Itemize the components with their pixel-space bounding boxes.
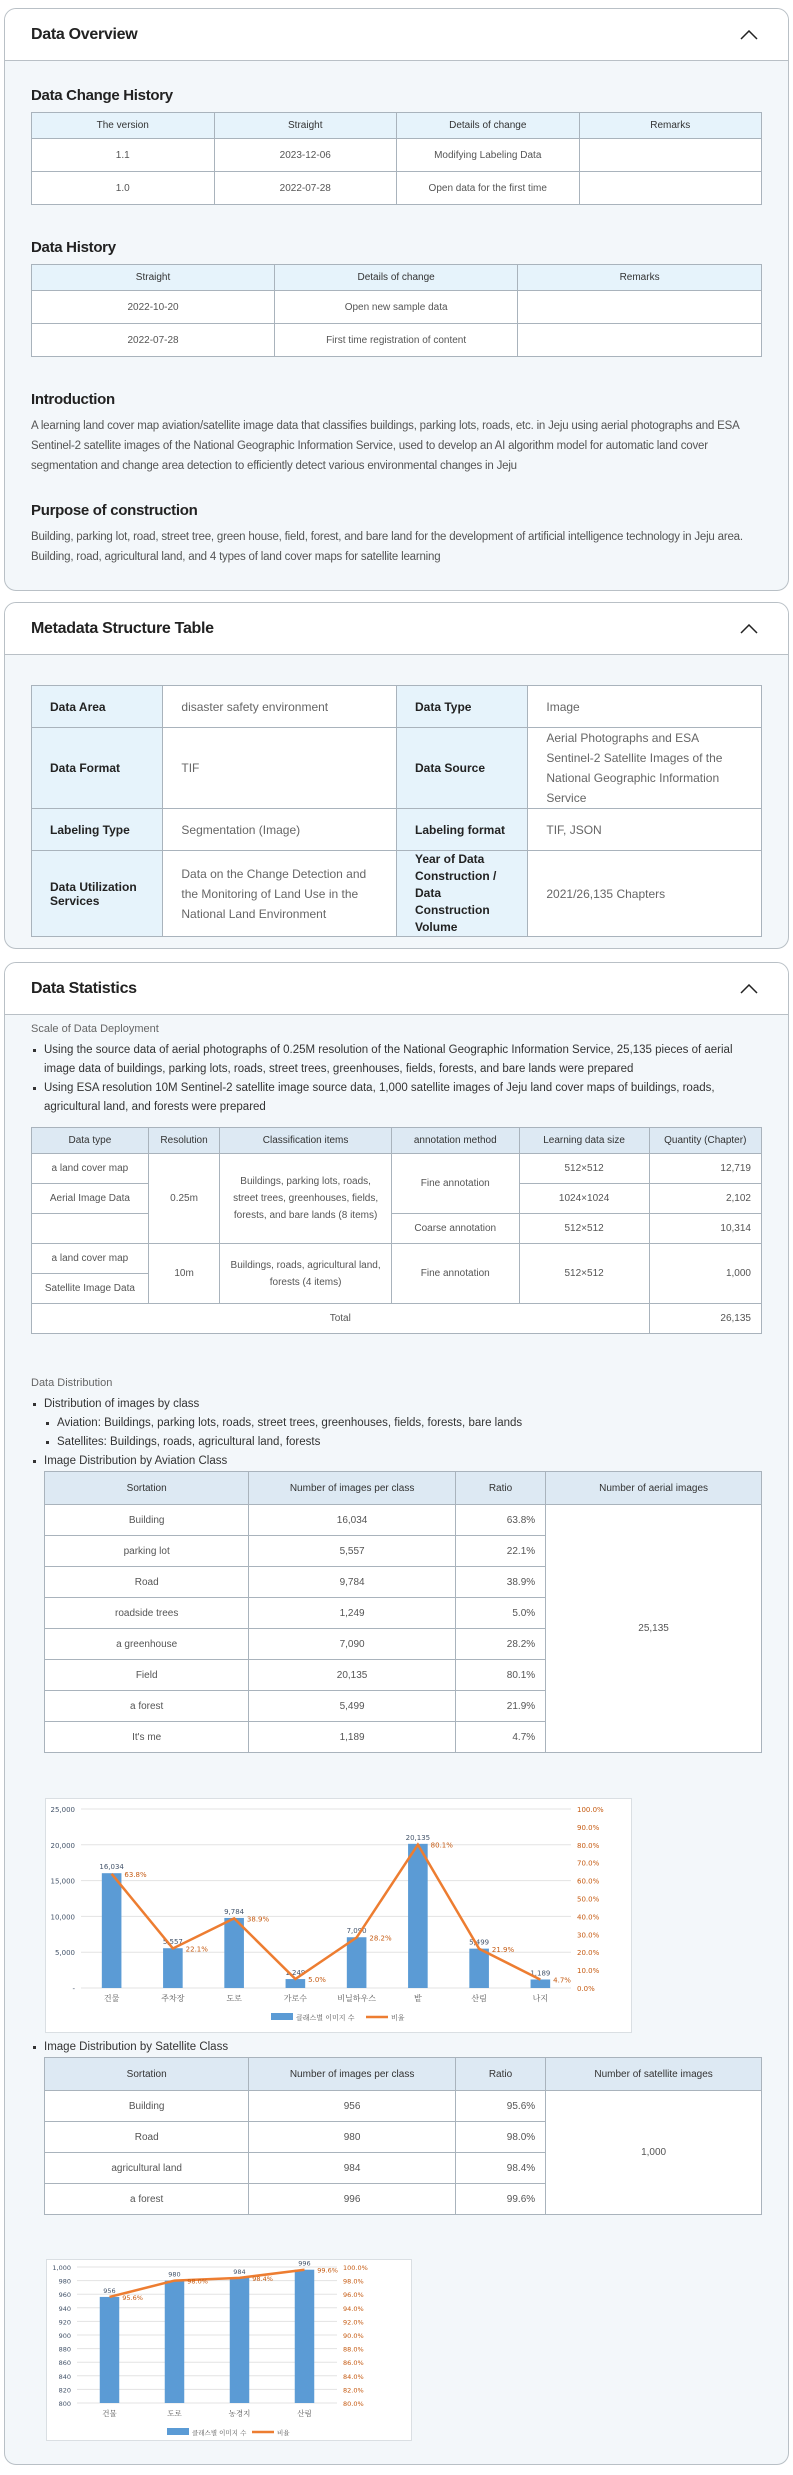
cell: roadside trees: [45, 1598, 249, 1629]
bar-value-label: 980: [168, 2270, 181, 2279]
line-value-label: 98.0%: [187, 2277, 208, 2286]
bar-value-label: 7,090: [346, 1927, 367, 1936]
cell: 28.2%: [455, 1629, 545, 1660]
satellite-chart: [46, 2259, 412, 2441]
table-row: [32, 1304, 762, 1334]
cell: 984: [249, 2153, 455, 2184]
cell: a forest: [45, 1691, 249, 1722]
list-item: Distribution of images by class: [31, 1395, 762, 1414]
col-header: Number of aerial images: [546, 1472, 762, 1505]
y-tick-label: 5,000: [54, 1949, 75, 1958]
cell: Road: [45, 2122, 249, 2153]
y2-tick-label: 88.0%: [343, 2345, 364, 2354]
line-value-label: 4.7%: [553, 1976, 571, 1985]
scale-bullets: [31, 1041, 762, 1117]
x-tick-label: 가로수: [283, 1994, 307, 2003]
y2-tick-label: 60.0%: [577, 1877, 600, 1886]
y-tick-label: 960: [58, 2291, 71, 2300]
cell: 21.9%: [455, 1691, 545, 1722]
y2-tick-label: 50.0%: [577, 1895, 600, 1904]
meta-key: Data Type: [396, 686, 527, 728]
list-item: Using the source data of aerial photographs of 0.25M resolution of the National Geographic Information Service, 25,135 pieces of aerial image data of buildings, parking lots, roads, street trees, greenhouses, fields, forests, and bare lands were prepared: [31, 1041, 762, 1079]
section-title: Data Statistics: [31, 979, 137, 997]
list-item: Image Distribution by Satellite Class: [31, 2038, 762, 2057]
bar: [163, 1948, 183, 1988]
bar: [230, 2278, 250, 2403]
y-tick-label: 840: [58, 2372, 71, 2381]
y2-tick-label: 90.0%: [577, 1823, 600, 1832]
cell: 2022-10-20: [32, 291, 275, 324]
x-tick-label: 건물: [103, 1994, 120, 2003]
bar: [347, 1937, 367, 1988]
cell: 5,557: [249, 1536, 455, 1567]
meta-key: Data Utilization Services: [32, 851, 163, 937]
legend-label-line: 비율: [277, 2429, 290, 2437]
line-value-label: 99.6%: [317, 2266, 338, 2275]
bar: [408, 1844, 428, 1988]
col-header: Remarks: [518, 265, 762, 291]
col-header: Quantity (Chapter): [649, 1128, 761, 1154]
line-value-label: 28.2%: [369, 1934, 392, 1943]
table-row: [32, 686, 762, 728]
cell: 98.0%: [455, 2122, 545, 2153]
table-row: [32, 172, 762, 205]
x-tick-label: 산림: [471, 1994, 487, 2003]
y2-tick-label: 92.0%: [343, 2318, 364, 2327]
legend-label-line: 비율: [391, 2014, 405, 2022]
cell: Fine annotation: [391, 1244, 519, 1304]
bar-value-label: 1,189: [530, 1969, 551, 1978]
meta-value: 2021/26,135 Chapters: [528, 851, 762, 937]
y-tick-label: 920: [58, 2318, 71, 2327]
col-header: Sortation: [45, 1472, 249, 1505]
cell: 1.1: [32, 139, 215, 172]
line-value-label: 95.6%: [122, 2293, 143, 2302]
table-row: [32, 324, 762, 357]
cell: 5.0%: [455, 1598, 545, 1629]
col-header: Ratio: [455, 1472, 545, 1505]
y2-tick-label: 84.0%: [343, 2372, 364, 2381]
bar-value-label: 996: [298, 2260, 311, 2268]
y-tick-label: 25,000: [50, 1806, 75, 1814]
cell: Fine annotation: [391, 1154, 519, 1214]
cell: 1,000: [649, 1244, 761, 1304]
col-header: Number of images per class: [249, 1472, 455, 1505]
table-row: [32, 139, 762, 172]
meta-value: Image: [528, 686, 762, 728]
distribution-bullets: [31, 1395, 762, 1414]
cell: 9,784: [249, 1567, 455, 1598]
data-overview-header[interactable]: [5, 9, 788, 61]
y2-tick-label: 30.0%: [577, 1931, 600, 1940]
introduction-text: A learning land cover map aviation/satellite image data that classifies buildings, parking lots, roads, etc. in Jeju using aerial photographs and ESA Sentinel-2 satellite images of the National Geographic Information Service, used to develop an AI algorithm model for automatic land cover segmentation and change area detection to efficiently detect various environmental changes in Jeju: [31, 420, 739, 472]
legend-swatch-bars: [167, 2428, 189, 2435]
meta-key: Data Source: [396, 728, 527, 809]
bar: [295, 2270, 315, 2403]
bar: [165, 2281, 185, 2403]
y2-tick-label: 96.0%: [343, 2291, 364, 2300]
aviation-chart: [45, 1798, 632, 2033]
cell: a forest: [45, 2184, 249, 2215]
cell: [32, 1214, 149, 1244]
scale-table: [31, 1127, 762, 1334]
bar-value-label: 16,034: [99, 1863, 124, 1872]
table-row: [32, 851, 762, 937]
cell: Building: [45, 1505, 249, 1536]
cell: Road: [45, 1567, 249, 1598]
change-history-table: [31, 112, 762, 205]
total-cell: 25,135: [546, 1505, 762, 1753]
x-tick-label: 도로: [167, 2409, 182, 2418]
cell: 1,249: [249, 1598, 455, 1629]
table-row: [45, 2091, 762, 2122]
list-item: Image Distribution by Aviation Class: [31, 1452, 762, 1471]
col-header: Details of change: [397, 113, 580, 139]
list-item: Satellites: Buildings, roads, agricultural land, forests: [44, 1433, 762, 1452]
aviation-bullet: [31, 1452, 762, 1471]
meta-value: Segmentation (Image): [163, 809, 397, 851]
y-tick-label: 820: [58, 2386, 71, 2395]
cell: a greenhouse: [45, 1629, 249, 1660]
cell: 512×512: [519, 1154, 649, 1184]
bar-value-label: 20,135: [405, 1833, 431, 1842]
meta-key: Labeling format: [396, 809, 527, 851]
cell: [579, 172, 762, 205]
col-header: annotation method: [391, 1128, 519, 1154]
scale-label: Scale of Data Deployment: [31, 1023, 159, 1035]
y-tick-label: 940: [58, 2304, 71, 2313]
legend-label-bars: 클래스별 이미지 수: [296, 2014, 355, 2022]
cell: 512×512: [519, 1214, 649, 1244]
cell: 1.0: [32, 172, 215, 205]
cell: 1,189: [249, 1722, 455, 1753]
cell: 80.1%: [455, 1660, 545, 1691]
data-overview-section: [4, 8, 789, 591]
bar: [100, 2297, 120, 2403]
cell: 5,499: [249, 1691, 455, 1722]
y2-tick-label: 82.0%: [343, 2386, 364, 2395]
x-tick-label: 밭: [414, 1994, 422, 2003]
y-tick-label: 1,000: [52, 2264, 71, 2272]
table-row: [32, 809, 762, 851]
col-header: Details of change: [275, 265, 518, 291]
table-row: [32, 291, 762, 324]
cell: 22.1%: [455, 1536, 545, 1567]
data-history-title: Data History: [31, 239, 116, 256]
change-history-title: Data Change History: [31, 87, 173, 104]
statistics-header[interactable]: [5, 963, 788, 1015]
meta-key: Labeling Type: [32, 809, 163, 851]
cell: First time registration of content: [275, 324, 518, 357]
cell: a land cover map: [32, 1244, 149, 1274]
section-title: Data Overview: [31, 25, 138, 43]
y2-tick-label: 86.0%: [343, 2359, 364, 2368]
list-item: Aviation: Buildings, parking lots, roads, street trees, greenhouses, fields, forests, bare lands: [44, 1414, 762, 1433]
total-value: 26,135: [649, 1304, 761, 1334]
cell: 7,090: [249, 1629, 455, 1660]
total-cell: 1,000: [546, 2091, 762, 2215]
y2-tick-label: 40.0%: [577, 1913, 600, 1922]
cell: Modifying Labeling Data: [397, 139, 580, 172]
col-header: Straight: [32, 265, 275, 291]
cell: 99.6%: [455, 2184, 545, 2215]
bar-value-label: 5,557: [162, 1938, 183, 1947]
cell: Satellite Image Data: [32, 1274, 149, 1304]
cell: 10m: [148, 1244, 220, 1304]
col-header: Straight: [214, 113, 397, 139]
data-history-table: [31, 264, 762, 357]
cell: Aerial Image Data: [32, 1184, 149, 1214]
legend-swatch-bars: [271, 2013, 293, 2020]
cell: 16,034: [249, 1505, 455, 1536]
bar: [469, 1949, 489, 1988]
bar-value-label: 9,784: [224, 1907, 245, 1916]
meta-value: disaster safety environment: [163, 686, 397, 728]
meta-key: Data Area: [32, 686, 163, 728]
cell: 20,135: [249, 1660, 455, 1691]
y2-tick-label: 98.0%: [343, 2277, 364, 2286]
cell: 2022-07-28: [32, 324, 275, 357]
y2-tick-label: 90.0%: [343, 2332, 364, 2340]
cell: 0.25m: [148, 1154, 220, 1244]
col-header: Ratio: [455, 2058, 545, 2091]
cell: 12,719: [649, 1154, 761, 1184]
meta-value: Aerial Photographs and ESA Sentinel-2 Satellite Images of the National Geographic Information Service: [528, 728, 762, 809]
distribution-label: Data Distribution: [31, 1377, 113, 1389]
y-tick-label: 20,000: [50, 1841, 75, 1850]
meta-value: TIF, JSON: [528, 809, 762, 851]
total-label: Total: [32, 1304, 650, 1334]
col-header: Number of satellite images: [546, 2058, 762, 2091]
x-tick-label: 산림: [297, 2409, 312, 2418]
cell: 10,314: [649, 1214, 761, 1244]
line-value-label: 38.9%: [246, 1915, 270, 1924]
bar-value-label: 956: [103, 2286, 116, 2295]
chevron-up-icon[interactable]: [736, 619, 762, 639]
cell: 2023-12-06: [214, 139, 397, 172]
col-header: Remarks: [579, 113, 762, 139]
table-row: [45, 1505, 762, 1536]
cell: parking lot: [45, 1536, 249, 1567]
meta-value: TIF: [163, 728, 397, 809]
x-tick-label: 농경지: [228, 2409, 251, 2418]
cell: Buildings, roads, agricultural land, forests (4 items): [220, 1244, 392, 1304]
cell: It's me: [45, 1722, 249, 1753]
purpose-text: Building, parking lot, road, street tree, green house, field, forest, and bare land for the development of artificial intelligence technology in Jeju area. Building, road, agricultural land, and 4 types of land cover maps for satellite learning: [31, 531, 743, 563]
cell: 980: [249, 2122, 455, 2153]
y2-tick-label: 100.0%: [577, 1806, 604, 1814]
metadata-section: [4, 602, 789, 949]
cell: 63.8%: [455, 1505, 545, 1536]
satellite-bullet: [31, 2038, 762, 2057]
bar-value-label: 1,249: [285, 1969, 306, 1978]
y2-tick-label: 100.0%: [343, 2264, 368, 2272]
bar: [531, 1979, 551, 1988]
col-header: The version: [32, 113, 215, 139]
cell: Open new sample data: [275, 291, 518, 324]
y-tick-label: 860: [58, 2359, 71, 2368]
x-tick-label: 비닐하우스: [337, 1994, 376, 2003]
cell: 512×512: [519, 1244, 649, 1304]
x-tick-label: 도로: [226, 1994, 242, 2003]
y2-tick-label: 80.0%: [343, 2400, 364, 2408]
line-value-label: 63.8%: [124, 1870, 147, 1879]
satellite-table: [44, 2057, 762, 2215]
cell: 2,102: [649, 1184, 761, 1214]
y2-tick-label: 80.0%: [577, 1841, 600, 1850]
legend-label-bars: 클래스별 이미지 수: [192, 2429, 247, 2437]
purpose-title: Purpose of construction: [31, 502, 198, 519]
meta-key: Data Format: [32, 728, 163, 809]
cell: 95.6%: [455, 2091, 545, 2122]
y2-tick-label: 94.0%: [343, 2304, 364, 2313]
x-tick-label: 건물: [102, 2409, 117, 2418]
table-row: [32, 1244, 762, 1274]
line-value-label: 22.1%: [185, 1945, 208, 1954]
y-tick-label: 800: [58, 2400, 71, 2408]
metadata-table: [31, 685, 762, 937]
cell: [518, 324, 762, 357]
bar: [102, 1873, 122, 1988]
cell: 996: [249, 2184, 455, 2215]
table-row: [32, 1214, 762, 1244]
cell: Field: [45, 1660, 249, 1691]
y-tick-label: 10,000: [50, 1913, 75, 1922]
bar-value-label: 5,499: [469, 1938, 490, 1947]
col-header: Learning data size: [519, 1128, 649, 1154]
col-header: Data type: [32, 1128, 149, 1154]
col-header: Classification items: [220, 1128, 392, 1154]
metadata-header[interactable]: [5, 603, 788, 655]
table-row: [32, 728, 762, 809]
line-value-label: 98.4%: [252, 2274, 273, 2283]
cell: 38.9%: [455, 1567, 545, 1598]
y2-tick-label: 20.0%: [577, 1949, 600, 1958]
cell: agricultural land: [45, 2153, 249, 2184]
bar-value-label: 984: [233, 2267, 246, 2276]
meta-key: Year of Data Construction / Data Construction Volume: [396, 851, 527, 937]
cell: Open data for the first time: [397, 172, 580, 205]
cell: 98.4%: [455, 2153, 545, 2184]
aviation-table: [44, 1471, 762, 1753]
y2-tick-label: 70.0%: [577, 1859, 600, 1868]
cell: Buildings, parking lots, roads, street trees, greenhouses, fields, forests, and bare lands (8 items): [220, 1154, 392, 1244]
cell: 1024×1024: [519, 1184, 649, 1214]
y-tick-label: 900: [58, 2332, 71, 2340]
chevron-up-icon[interactable]: [736, 979, 762, 999]
section-title: Metadata Structure Table: [31, 619, 214, 637]
line-value-label: 5.0%: [308, 1976, 326, 1985]
y-tick-label: -: [72, 1985, 75, 1993]
bar: [224, 1918, 244, 1988]
meta-value: Data on the Change Detection and the Monitoring of Land Use in the National Land Environment: [163, 851, 397, 937]
x-tick-label: 주차장: [161, 1994, 185, 2003]
cell: [518, 291, 762, 324]
list-item: Using ESA resolution 10M Sentinel-2 satellite image source data, 1,000 satellite images of Jeju land cover maps of buildings, roads, agricultural land, and forests were prepared: [31, 1079, 762, 1117]
cell: Coarse annotation: [391, 1214, 519, 1244]
line-value-label: 21.9%: [491, 1945, 515, 1954]
y2-tick-label: 0.0%: [577, 1985, 595, 1993]
data-statistics-section: [4, 962, 789, 2465]
y-tick-label: 15,000: [50, 1877, 75, 1886]
table-row: [32, 1154, 762, 1184]
col-header: Number of images per class: [249, 2058, 455, 2091]
cell: a land cover map: [32, 1154, 149, 1184]
y-tick-label: 880: [58, 2345, 71, 2354]
cell: 4.7%: [455, 1722, 545, 1753]
cell: 956: [249, 2091, 455, 2122]
col-header: Resolution: [148, 1128, 220, 1154]
introduction-title: Introduction: [31, 391, 115, 408]
col-header: Sortation: [45, 2058, 249, 2091]
cell: [579, 139, 762, 172]
cell: Building: [45, 2091, 249, 2122]
x-tick-label: 나지: [532, 1994, 549, 2003]
cell: 2022-07-28: [214, 172, 397, 205]
y-tick-label: 980: [58, 2277, 71, 2286]
line-value-label: 80.1%: [430, 1841, 453, 1850]
y2-tick-label: 10.0%: [577, 1967, 600, 1976]
chevron-up-icon[interactable]: [736, 25, 762, 45]
distribution-sub-bullets: [44, 1414, 762, 1452]
